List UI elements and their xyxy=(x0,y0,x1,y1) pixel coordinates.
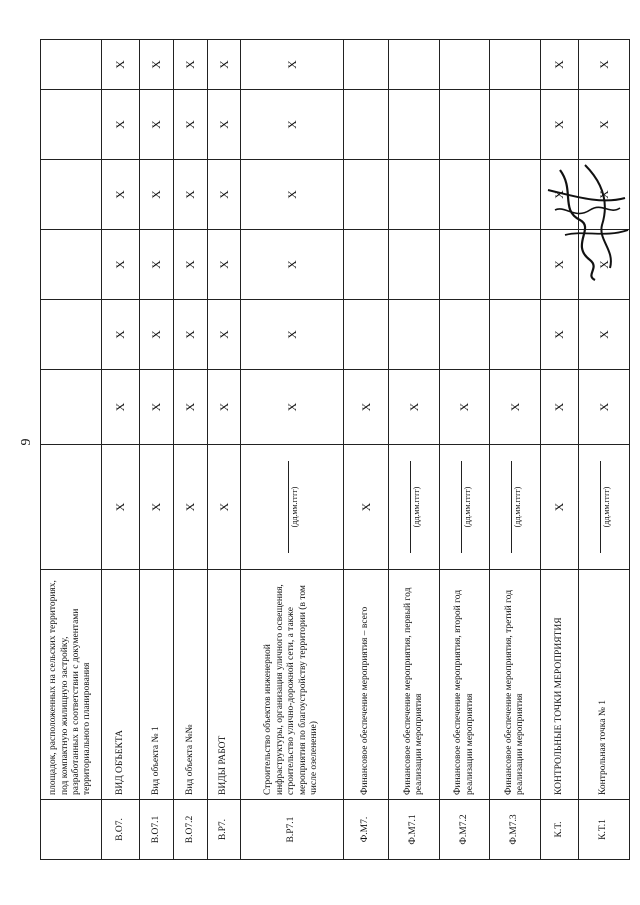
cell-mark: X xyxy=(207,160,241,230)
date-placeholder: (дд.мм.гггг) xyxy=(410,461,422,554)
cell-mark xyxy=(343,160,389,230)
cell-mark xyxy=(41,40,102,90)
cell-mark xyxy=(41,300,102,370)
cell-mark: X xyxy=(540,90,578,160)
date-cell xyxy=(241,445,343,570)
cell-mark xyxy=(41,370,102,445)
date-placeholder: (дд.мм.гггг) xyxy=(461,461,473,554)
date-cell xyxy=(579,445,630,570)
signature xyxy=(540,150,635,285)
date-placeholder: (дд.мм.гггг) xyxy=(511,461,523,554)
cell-mark xyxy=(41,90,102,160)
cell-mark: X xyxy=(241,160,343,230)
cell-mark: X xyxy=(343,370,389,445)
row-code: Ф.М7.2 xyxy=(439,800,490,860)
cell-mark: X xyxy=(439,370,490,445)
table-row xyxy=(439,40,490,860)
cell-mark: X xyxy=(140,160,174,230)
cell-mark xyxy=(389,90,440,160)
row-code xyxy=(41,800,102,860)
cell-mark: X xyxy=(207,300,241,370)
cell-mark: X xyxy=(173,40,207,90)
cell-mark: X xyxy=(113,502,128,512)
cell-mark: X xyxy=(216,502,231,512)
cell-mark xyxy=(389,230,440,300)
cell-mark: X xyxy=(207,40,241,90)
cell-mark: X xyxy=(149,502,164,512)
cell-mark: X xyxy=(540,370,578,445)
row-name: Финансовое обеспечение мероприятия – всего xyxy=(343,570,389,800)
row-name: Финансовое обеспечение мероприятия, первый год реализации мероприятия xyxy=(389,570,440,800)
cell-mark: X xyxy=(241,230,343,300)
row-code: Ф.М7.3 xyxy=(490,800,541,860)
date-placeholder: (дд.мм.гггг) xyxy=(600,461,612,554)
cell-mark: X xyxy=(207,230,241,300)
table-row xyxy=(343,40,389,860)
table-row xyxy=(207,40,241,860)
cell-mark: X xyxy=(173,160,207,230)
row-name: Финансовое обеспечение мероприятия, третий год реализации мероприятия xyxy=(490,570,541,800)
row-name: Строительство объектов инженерной инфраструктуры, организация уличного освещения, строительство улично-дорожной сети, а также мероприятия по благоустройству территории (в том числе озеленение) xyxy=(241,570,343,800)
page-number: 9 xyxy=(19,438,34,446)
cell-mark: X xyxy=(540,160,578,230)
date-cell xyxy=(439,445,490,570)
cell-mark: X xyxy=(140,40,174,90)
row-code: К.Т. xyxy=(540,800,578,860)
cell-mark: X xyxy=(579,40,630,90)
date-placeholder: (дд.мм.гггг) xyxy=(288,461,300,554)
date-cell xyxy=(389,445,440,570)
cell-mark xyxy=(343,300,389,370)
cell-mark: X xyxy=(241,300,343,370)
cell-mark: X xyxy=(241,370,343,445)
table-row xyxy=(241,40,343,860)
date-cell xyxy=(101,445,139,570)
cell-mark: X xyxy=(101,300,139,370)
date-cell xyxy=(490,445,541,570)
cell-mark: X xyxy=(579,160,630,230)
table-row xyxy=(389,40,440,860)
cell-mark xyxy=(439,40,490,90)
cell-mark: X xyxy=(183,502,198,512)
row-name: Контрольная точка № 1 xyxy=(579,570,630,800)
cell-mark: X xyxy=(540,230,578,300)
cell-mark xyxy=(490,40,541,90)
cell-mark: X xyxy=(579,300,630,370)
cell-mark: X xyxy=(101,230,139,300)
cell-mark xyxy=(490,230,541,300)
cell-mark xyxy=(439,90,490,160)
cell-mark xyxy=(41,160,102,230)
row-name: Финансовое обеспечение мероприятия, второй год реализации мероприятия xyxy=(439,570,490,800)
cell-mark: X xyxy=(241,40,343,90)
cell-mark: X xyxy=(173,300,207,370)
cell-mark: X xyxy=(140,230,174,300)
row-code: В.О7.1 xyxy=(140,800,174,860)
cell-mark xyxy=(439,300,490,370)
cell-mark: X xyxy=(389,370,440,445)
date-cell xyxy=(41,445,102,570)
cell-mark: X xyxy=(140,300,174,370)
row-name: ВИДЫ РАБОТ xyxy=(207,570,241,800)
cell-mark xyxy=(439,160,490,230)
date-cell xyxy=(207,445,241,570)
row-name: ВИД ОБЪЕКТА xyxy=(101,570,139,800)
row-code: К.Т.1 xyxy=(579,800,630,860)
cell-mark: X xyxy=(241,90,343,160)
table-row xyxy=(101,40,139,860)
row-code: Ф.М7.1 xyxy=(389,800,440,860)
row-name: КОНТРОЛЬНЫЕ ТОЧКИ МЕРОПРИЯТИЯ xyxy=(540,570,578,800)
cell-mark xyxy=(41,230,102,300)
cell-mark: X xyxy=(358,502,373,512)
cell-mark xyxy=(490,90,541,160)
cell-mark: X xyxy=(552,502,567,512)
date-cell xyxy=(173,445,207,570)
row-name: площадок, расположенных на сельских территориях, под компактную жилищную застройку, разработанных в соответствии с документами территориального планирования xyxy=(41,570,102,800)
cell-mark: X xyxy=(579,90,630,160)
cell-mark: X xyxy=(101,40,139,90)
cell-mark xyxy=(439,230,490,300)
cell-mark: X xyxy=(490,370,541,445)
cell-mark: X xyxy=(101,370,139,445)
cell-mark: X xyxy=(140,90,174,160)
cell-mark: X xyxy=(101,90,139,160)
row-code: В.О7. xyxy=(101,800,139,860)
cell-mark: X xyxy=(540,300,578,370)
cell-mark xyxy=(490,300,541,370)
table-row xyxy=(173,40,207,860)
row-name: Вид объекта № 1 xyxy=(140,570,174,800)
cell-mark: X xyxy=(101,160,139,230)
date-cell xyxy=(140,445,174,570)
date-cell xyxy=(343,445,389,570)
cell-mark xyxy=(343,40,389,90)
cell-mark xyxy=(343,230,389,300)
row-code: Ф.М7. xyxy=(343,800,389,860)
cell-mark xyxy=(389,40,440,90)
cell-mark: X xyxy=(540,40,578,90)
cell-mark: X xyxy=(173,90,207,160)
cell-mark: X xyxy=(140,370,174,445)
table-row xyxy=(41,40,102,860)
table-row xyxy=(140,40,174,860)
cell-mark: X xyxy=(579,370,630,445)
row-name: Вид объекта №№ xyxy=(173,570,207,800)
cell-mark: X xyxy=(207,90,241,160)
row-code: В.Р7. xyxy=(207,800,241,860)
cell-mark: X xyxy=(173,370,207,445)
date-cell xyxy=(540,445,578,570)
cell-mark: X xyxy=(579,230,630,300)
row-code: В.О7.2 xyxy=(173,800,207,860)
cell-mark xyxy=(343,90,389,160)
cell-mark: X xyxy=(173,230,207,300)
table-row xyxy=(490,40,541,860)
cell-mark xyxy=(490,160,541,230)
cell-mark: X xyxy=(207,370,241,445)
cell-mark xyxy=(389,160,440,230)
row-code: В.Р7.1 xyxy=(241,800,343,860)
cell-mark xyxy=(389,300,440,370)
